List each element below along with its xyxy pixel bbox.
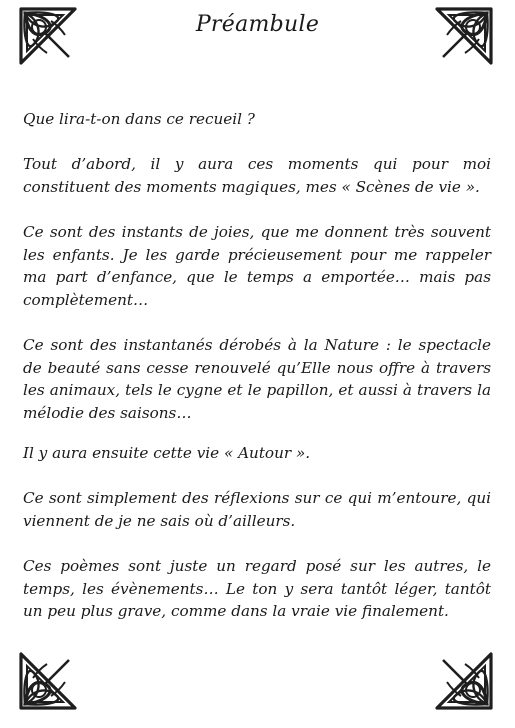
celtic-knot-icon bbox=[17, 650, 79, 712]
paragraph-question bbox=[23, 108, 491, 131]
paragraph-nature bbox=[23, 334, 491, 425]
paragraph-scenes-de-vie bbox=[23, 153, 491, 198]
paragraph-text: Ce sont des instants de joies, que me donnent très souvent les enfants. Je les garde précieusement pour me rappeler ma part d’enfance, que le temps a emportée… mais pas complètement… bbox=[23, 223, 491, 310]
paragraph-autour bbox=[23, 442, 491, 465]
paragraph-text: Tout d’abord, il y aura ces moments qui pour moi constituent des moments magiques, mes « Scènes de vie ». bbox=[23, 155, 491, 196]
paragraph-reflexions bbox=[23, 487, 491, 532]
paragraph-text: Ce sont des instantanés dérobés à la Nature : le spectacle de beauté sans cesse renouvelé qu’Elle nous offre à travers les animaux, tels le cygne et le papillon, et aussi à travers la mélodie des saisons… bbox=[23, 336, 491, 423]
celtic-knot-icon bbox=[433, 650, 495, 712]
paragraph-text: Que lira-t-on dans ce recueil ? bbox=[23, 110, 255, 128]
paragraph-text: Ce sont simplement des réflexions sur ce qui m’entoure, qui viennent de je ne sais où d’ailleurs. bbox=[23, 489, 491, 530]
paragraph-text: Ces poèmes sont juste un regard posé sur les autres, le temps, les évènements… Le ton y sera tantôt léger, tantôt un peu plus grave, comme dans la vraie vie finalement. bbox=[23, 557, 491, 621]
page-title: Préambule bbox=[195, 12, 320, 37]
paragraph-enfants bbox=[23, 221, 491, 312]
paragraph-text: Il y aura ensuite cette vie « Autour ». bbox=[23, 444, 311, 462]
paragraph-poemes bbox=[23, 555, 491, 623]
